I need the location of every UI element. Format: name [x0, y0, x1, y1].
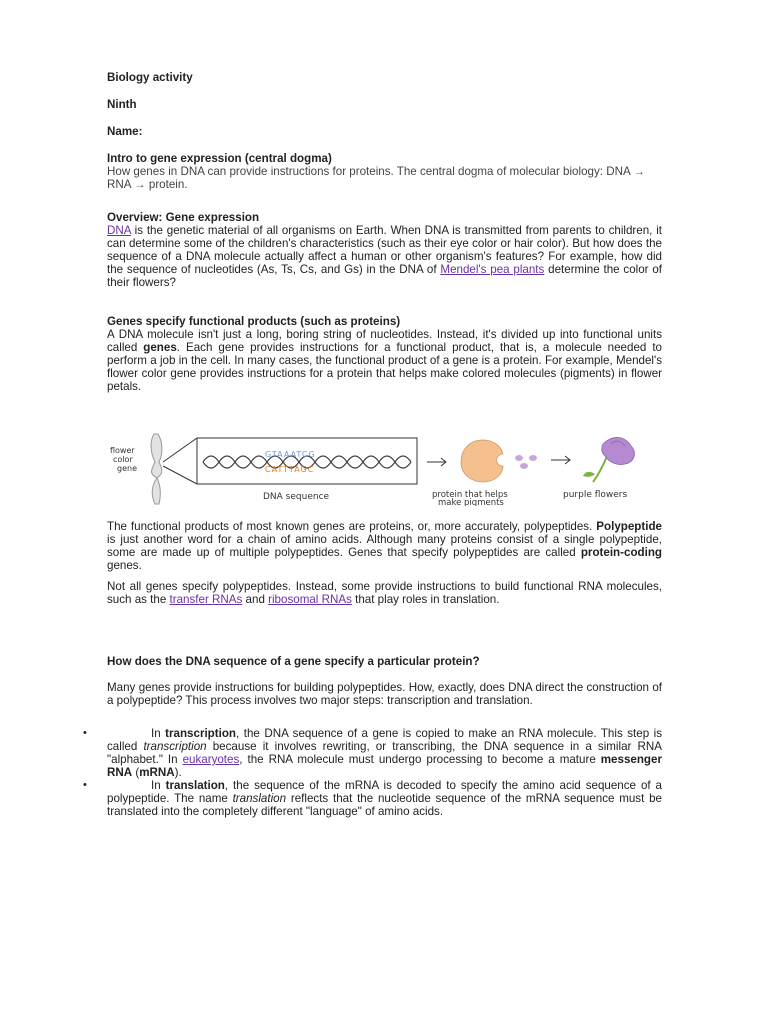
- gene-label-line2: color: [113, 455, 133, 464]
- list-item-translation: • In translation, the sequence of the mRNA is decoded to specify the amino acid sequence of a polypeptide. The name translation reflects that the nucleotide sequence of the mRNA sequence must be translated into the completely different "language" of amino acids.: [83, 779, 663, 818]
- question-paragraph: Many genes provide instructions for building polypeptides. How, exactly, does DNA direct the construction of a polypeptide? This process involves two major steps: transcription and translation.: [107, 681, 662, 707]
- overview-heading: Overview: Gene expression: [107, 211, 260, 224]
- chromosome-icon: [151, 434, 162, 504]
- rna-paragraph: Not all genes specify polypeptides. Instead, some provide instructions to build functional RNA molecules, such as the transfer RNAs and ribosomal RNAs that play roles in translation.: [107, 580, 662, 606]
- overview-paragraph: DNA is the genetic material of all organisms on Earth. When DNA is transmitted from parents to children, it can determine some of the children's characteristics (such as their eye color or hair color). But how does the sequence of a DNA molecule actually affect a human or other organism's features? For example, how did the sequence of nucleotides (As, Ts, Cs, and Gs) in the DNA of Mendel's pea plants determine the color of their flowers?: [107, 224, 662, 289]
- genes-section: [107, 315, 662, 393]
- arrow-right-icon: [551, 456, 570, 464]
- question-heading: How does the DNA sequence of a gene specify a particular protein?: [107, 655, 480, 668]
- products-paragraph: The functional products of most known genes are proteins, or, more accurately, polypeptides. Polypeptide is just another word for a chain of amino acids. Although many proteins consist of a single polypeptide, some are made up of multiple polypeptides. Genes that specify polypeptides are called protein-coding genes.: [107, 520, 662, 572]
- purple-flowers-label: purple flowers: [563, 490, 628, 500]
- intro-text: How genes in DNA can provide instructions for proteins. The central dogma of molecular biology: DNA → RNA → protein.: [107, 165, 645, 191]
- gene-label-line3: gene: [117, 464, 137, 473]
- bullet-icon: •: [83, 779, 87, 791]
- grade-label: Ninth: [107, 98, 137, 111]
- ribosomal-rnas-link[interactable]: ribosomal RNAs: [268, 593, 352, 606]
- eukaryotes-link[interactable]: eukaryotes: [182, 753, 240, 766]
- genes-paragraph: A DNA molecule isn't just a long, boring string of nucleotides. Instead, it's divided up into functional units called genes. Each gene provides instructions for a functional product, that is, a molecule needed to perform a job in the cell. In many cases, the functional product of a gene is a protein. For example, Mendel's flower color gene provides instructions for a protein that helps make colored molecules (pigments) in flower petals.: [107, 328, 662, 393]
- dna-top-strand: GTAAATCG: [265, 450, 316, 459]
- bullet-icon: •: [83, 727, 87, 739]
- arrow-right-icon: [427, 458, 446, 466]
- gene-figure-svg: [105, 426, 665, 506]
- name-label: Name:: [107, 125, 143, 138]
- intro-heading: Intro to gene expression (central dogma): [107, 152, 332, 165]
- overview-section: [107, 211, 662, 289]
- dna-sequence-label: DNA sequence: [263, 492, 330, 502]
- document-title: Biology activity: [107, 71, 193, 84]
- purple-flower-icon: [583, 437, 634, 482]
- dna-bottom-strand: CATTTAGC: [265, 465, 315, 474]
- intro-section: [107, 152, 662, 191]
- mendel-pea-plants-link[interactable]: Mendel's pea plants: [440, 263, 545, 276]
- genes-heading: Genes specify functional products (such as proteins): [107, 315, 401, 328]
- gene-expression-figure: [105, 426, 665, 506]
- protein-label-line2: make pigments: [438, 498, 504, 506]
- dna-zoom-box: [197, 438, 417, 484]
- transfer-rnas-link[interactable]: transfer RNAs: [169, 593, 243, 606]
- dna-link[interactable]: DNA: [107, 224, 131, 237]
- protein-label-line1: protein that helps: [432, 490, 508, 500]
- protein-icon: [461, 440, 503, 482]
- gene-label-line1: flower: [110, 446, 135, 455]
- list-item-transcription: • In transcription, the DNA sequence of a gene is copied to make an RNA molecule. This step is called transcription because it involves rewriting, or transcribing, the DNA sequence in a similar RNA "alphabet." In eukaryotes, the RNA molecule must undergo processing to become a mature messenger RNA (mRNA).: [83, 727, 663, 779]
- pigment-molecules-icon: [515, 455, 537, 469]
